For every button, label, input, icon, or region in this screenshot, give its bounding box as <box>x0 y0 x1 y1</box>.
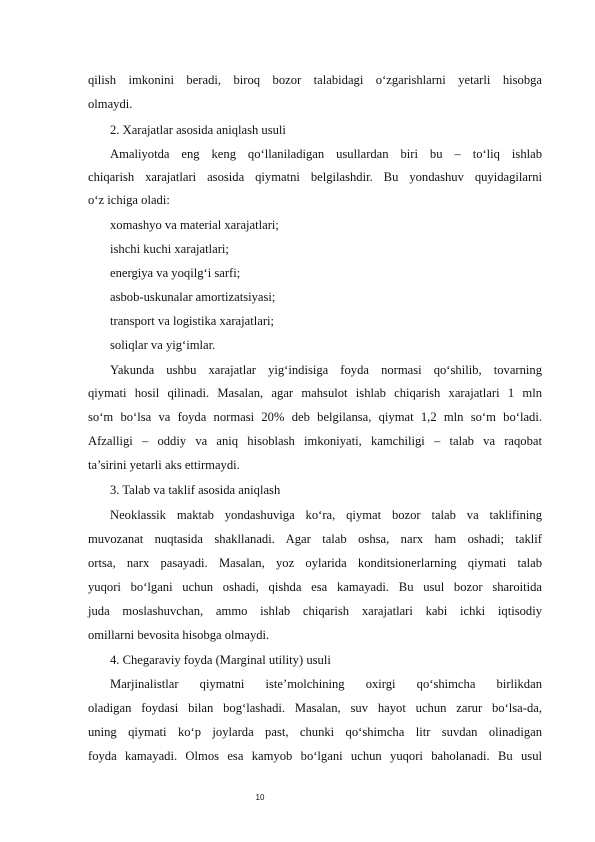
text-line: Amaliyotda eng keng qo‘llaniladigan usullardan biri bu – to‘liq ishlab <box>110 147 542 161</box>
text-line: olmaydi. <box>88 97 133 111</box>
list-item: ishchi kuchi xarajatlari; <box>110 242 229 256</box>
text-line: muvozanat nuqtasida shakllanadi. Agar talab oshsa, narx ham oshadi; taklif <box>88 532 542 546</box>
text-line: Marjinalistlar qiymatni iste’molchining oxirgi qo‘shimcha birlikdan <box>110 677 542 691</box>
list-item: soliqlar va yig‘imlar. <box>110 338 216 352</box>
text-line: qiymati hosil qilinadi. Masalan, agar mahsulot ishlab chiqarish xarajatlari 1 mln <box>88 386 542 400</box>
list-item: asbob-uskunalar amortizatsiyasi; <box>110 290 276 304</box>
text-line: oladigan foydasi bilan bog‘lashadi. Masalan, suv hayot uchun zarur bo‘lsa-da, <box>88 701 542 715</box>
section-heading: 4. Chegaraviy foyda (Marginal utility) usuli <box>110 653 331 667</box>
page-number: 10 <box>255 793 265 802</box>
section-heading: 2. Xarajatlar asosida aniqlash usuli <box>110 123 286 137</box>
list-item: xomashyo va material xarajatlari; <box>110 218 279 232</box>
text-line: juda moslashuvchan, ammo ishlab chiqarish xarajatlari kabi ichki iqtisodiy <box>88 604 542 618</box>
text-line: o‘z ichiga oladi: <box>88 193 170 207</box>
section-heading: 3. Talab va taklif asosida aniqlash <box>110 483 281 497</box>
text-line: omillarni bevosita hisobga olmaydi. <box>88 628 270 642</box>
list-item: transport va logistika xarajatlari; <box>110 314 275 328</box>
text-line: Yakunda ushbu xarajatlar yig‘indisiga foyda normasi qo‘shilib, tovarning <box>110 363 542 377</box>
text-line: Neoklassik maktab yondashuviga ko‘ra, qiymat bozor talab va taklifining <box>110 508 542 522</box>
text-line: Afzalligi – oddiy va aniq hisoblash imkoniyati, kamchiligi – talab va raqobat <box>88 434 542 448</box>
text-line: ortsa, narx pasayadi. Masalan, yoz oylarida konditsionerlarning qiymati talab <box>88 556 542 570</box>
text-line: so‘m bo‘lsa va foyda normasi 20% deb belgilansa, qiymat 1,2 mln so‘m bo‘ladi. <box>88 410 542 424</box>
text-line: foyda kamayadi. Olmos esa kamyob bo‘lgani uchun yuqori baholanadi. Bu usul <box>88 749 542 763</box>
text-line: qilish imkonini beradi, biroq bozor talabidagi o‘zgarishlarni yetarli hisobga <box>88 73 542 87</box>
text-line: chiqarish xarajatlari asosida qiymatni belgilashdir. Bu yondashuv quyidagilarni <box>88 170 542 184</box>
text-line: uning qiymati ko‘p joylarda past, chunki qo‘shimcha litr suvdan olinadigan <box>88 725 542 739</box>
list-item: energiya va yoqilg‘i sarfi; <box>110 266 241 280</box>
text-line: ta’sirini yetarli aks ettirmaydi. <box>88 458 240 472</box>
text-line: yuqori bo‘lgani uchun oshadi, qishda esa kamayadi. Bu usul bozor sharoitida <box>88 580 542 594</box>
